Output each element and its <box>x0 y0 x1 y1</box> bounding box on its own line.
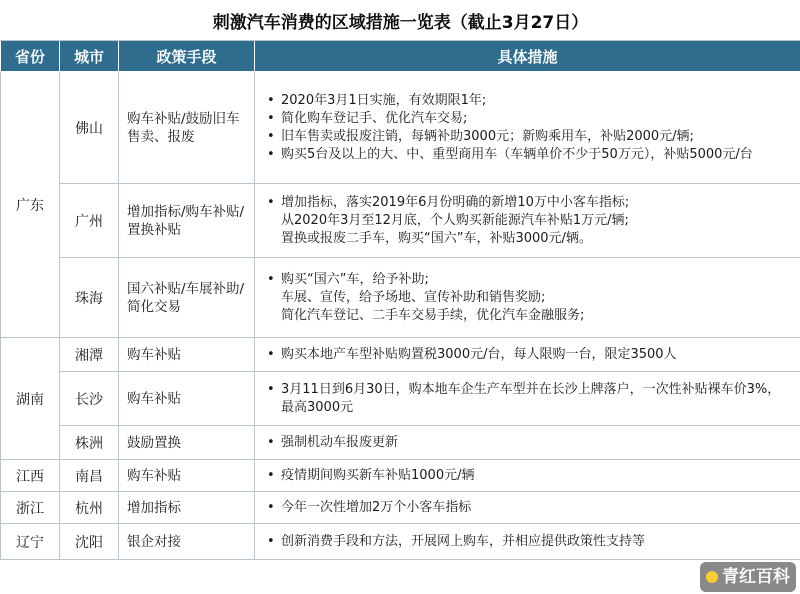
list-item: • 2020年3月1日实施，有效期限1年; <box>281 92 792 110</box>
measures-cell <box>255 372 800 426</box>
policy-cell: 购车补贴 <box>119 338 255 372</box>
measures-cell <box>255 258 800 338</box>
province-cell: 广东 <box>1 72 60 338</box>
city-cell: 广州 <box>60 184 119 258</box>
table-row <box>1 524 800 560</box>
measures-cell <box>255 492 800 524</box>
measures-list <box>263 346 792 364</box>
province-cell: 湖南 <box>1 338 60 460</box>
policy-cell: 国六补贴/车展补助/简化交易 <box>119 258 255 338</box>
list-item: • 购买5台及以上的大、中、重型商用车（车辆单价不少于50万元），补贴5000元/台 <box>281 146 792 164</box>
table-row <box>1 460 800 492</box>
watermark-logo <box>700 562 796 592</box>
city-cell: 株洲 <box>60 426 119 460</box>
city-cell: 佛山 <box>60 72 119 184</box>
list-item: • 今年一次性增加2万个小客车指标 <box>281 499 792 517</box>
measures-list <box>263 194 792 248</box>
header-province: 省份 <box>1 41 60 72</box>
province-cell: 辽宁 <box>1 524 60 560</box>
measures-list <box>263 434 792 452</box>
header-policy: 政策手段 <box>119 41 255 72</box>
province-cell: 浙江 <box>1 492 60 524</box>
measures-list <box>263 467 792 485</box>
header-measures: 具体措施 <box>255 41 800 72</box>
watermark-dot-icon <box>706 571 718 583</box>
city-cell: 珠海 <box>60 258 119 338</box>
policy-cell: 购车补贴 <box>119 460 255 492</box>
list-item: • 3月11日到6月30日，购本地车企生产车型并在长沙上牌落户，一次性补贴裸车价3%，最高3000元 <box>281 381 792 417</box>
table-row <box>1 338 800 372</box>
measures-list <box>263 381 792 417</box>
province-cell: 江西 <box>1 460 60 492</box>
list-item: • 疫情期间购买新车补贴1000元/辆 <box>281 467 792 485</box>
policy-cell: 鼓励置换 <box>119 426 255 460</box>
title-row <box>1 0 800 41</box>
measures-list <box>263 92 792 164</box>
list-item: • 购买“国六”车，给予补助; <box>281 271 792 289</box>
city-cell: 湘潭 <box>60 338 119 372</box>
policy-cell: 增加指标/购车补贴/置换补贴 <box>119 184 255 258</box>
measures-cell <box>255 426 800 460</box>
measures-list <box>263 499 792 517</box>
policy-cell: 购车补贴/鼓励旧车售卖、报废 <box>119 72 255 184</box>
measures-list <box>263 533 792 551</box>
watermark-text: 青红百科 <box>722 567 790 587</box>
list-item: • 增加指标，落实2019年6月份明确的新增10万中小客车指标; <box>281 194 792 212</box>
list-item: • 创新消费手段和方法，开展网上购车，并相应提供政策性支持等 <box>281 533 792 551</box>
city-cell: 沈阳 <box>60 524 119 560</box>
city-cell: 南昌 <box>60 460 119 492</box>
table-row <box>1 372 800 426</box>
list-item: • 购买本地产车型补贴购置税3000元/台，每人限购一台，限定3500人 <box>281 346 792 364</box>
policy-cell: 购车补贴 <box>119 372 255 426</box>
city-cell: 长沙 <box>60 372 119 426</box>
list-item: 置换或报废二手车，购买“国六”车，补贴3000元/辆。 <box>281 230 592 246</box>
measures-cell <box>255 72 800 184</box>
measures-cell <box>255 338 800 372</box>
list-item: • 旧车售卖或报废注销，每辆补助3000元；新购乘用车，补贴2000元/辆; <box>281 128 792 146</box>
policy-cell: 银企对接 <box>119 524 255 560</box>
table-row <box>1 72 800 184</box>
list-item: 简化汽车登记、二手车交易手续，优化汽车金融服务; <box>281 307 585 323</box>
header-row <box>1 41 800 72</box>
measures-cell <box>255 460 800 492</box>
policy-cell: 增加指标 <box>119 492 255 524</box>
table-row <box>1 426 800 460</box>
list-item: 从2020年3月至12月底，个人购买新能源汽车补贴1万元/辆; <box>281 212 629 228</box>
measures-cell <box>255 524 800 560</box>
list-item: • 强制机动车报废更新 <box>281 434 792 452</box>
table-title: 刺激汽车消费的区域措施一览表（截止3月27日） <box>1 0 800 41</box>
measures-list <box>263 271 792 325</box>
measures-cell <box>255 184 800 258</box>
table-row <box>1 492 800 524</box>
list-item: 车展、宣传，给予场地、宣传补助和销售奖励; <box>281 289 546 305</box>
table-row <box>1 184 800 258</box>
table-row <box>1 258 800 338</box>
city-cell: 杭州 <box>60 492 119 524</box>
header-city: 城市 <box>60 41 119 72</box>
list-item: • 简化购车登记手、优化汽车交易; <box>281 110 792 128</box>
